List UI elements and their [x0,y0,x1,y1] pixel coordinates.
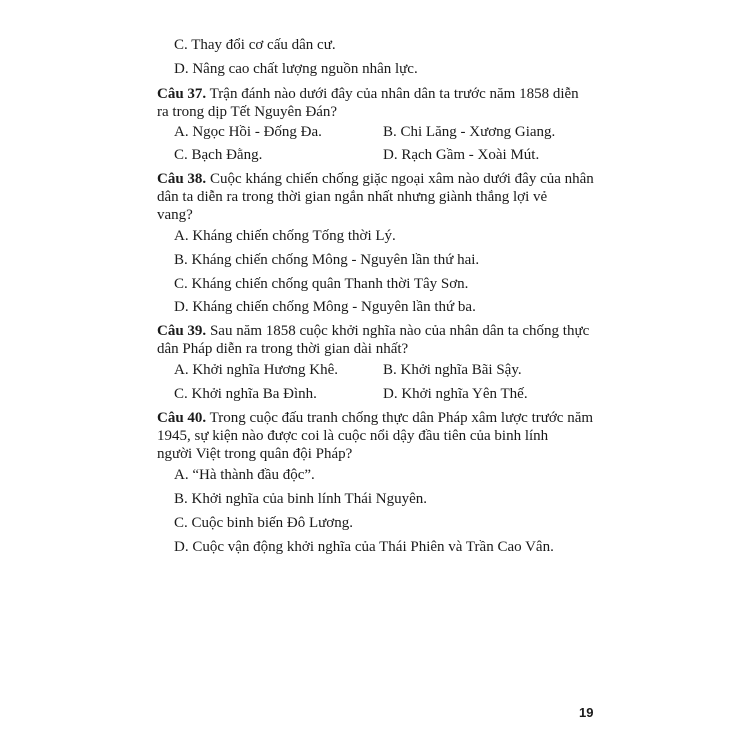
question-38-text-3: vang? [157,207,193,223]
question-38-option-d: D. Kháng chiến chống Mông - Nguyên lần thứ ba. [174,299,476,315]
question-38-text-1: Cuộc kháng chiến chống giặc ngoại xâm nào dưới đây của nhân [206,171,594,187]
question-38-text-2: dân ta diễn ra trong thời gian ngắn nhất nhưng giành thắng lợi vẻ [157,189,548,205]
question-40-option-b: B. Khởi nghĩa của binh lính Thái Nguyên. [174,491,428,507]
question-37-option-a: A. Ngọc Hồi - Đống Đa. [174,124,322,140]
question-40-number: Câu 40. [157,410,207,426]
question-37-line-1 [157,85,579,103]
question-37-option-b: B. Chi Lăng - Xương Giang. [383,124,556,140]
prev-option-c: C. Thay đổi cơ cấu dân cư. [174,37,336,53]
question-39-option-b: B. Khởi nghĩa Bãi Sậy. [383,362,522,378]
question-39-option-d: D. Khởi nghĩa Yên Thế. [383,386,528,402]
question-37-text-1: Trận đánh nào dưới đây của nhân dân ta trước năm 1858 diễn [206,86,579,102]
question-37-text-2: ra trong dịp Tết Nguyên Đán? [157,104,338,120]
question-38-line-1 [157,170,594,188]
question-38-option-a: A. Kháng chiến chống Tống thời Lý. [174,228,396,244]
page-number: 19 [579,705,594,720]
question-40-option-d: D. Cuộc vận động khởi nghĩa của Thái Phiên và Trần Cao Vân. [174,539,554,555]
question-40-text-2: 1945, sự kiện nào được coi là cuộc nổi dậy đầu tiên của binh lính [157,428,549,444]
question-38-number: Câu 38. [157,171,207,187]
question-40-line-1 [157,409,593,427]
question-39-option-a: A. Khởi nghĩa Hương Khê. [174,362,338,378]
question-39-text-1: Sau năm 1858 cuộc khởi nghĩa nào của nhân dân ta chống thực [206,323,590,339]
question-40-option-c: C. Cuộc binh biến Đô Lương. [174,515,353,531]
question-37-number: Câu 37. [157,86,207,102]
question-40-text-3: người Việt trong quân đội Pháp? [157,446,353,462]
question-38-option-b: B. Kháng chiến chống Mông - Nguyên lần thứ hai. [174,252,480,268]
question-40-option-a: A. “Hà thành đầu độc”. [174,467,315,483]
prev-option-d: D. Nâng cao chất lượng nguồn nhân lực. [174,61,418,77]
question-40-text-1: Trong cuộc đấu tranh chống thực dân Pháp xâm lược trước năm [206,410,594,426]
question-39-line-1 [157,322,589,340]
question-37-option-c: C. Bạch Đằng. [174,147,263,163]
question-39-text-2: dân Pháp diễn ra trong thời gian dài nhất? [157,341,409,357]
question-37-option-d: D. Rạch Gầm - Xoài Mút. [383,147,540,163]
question-39-number: Câu 39. [157,323,207,339]
question-39-option-c: C. Khởi nghĩa Ba Đình. [174,386,317,402]
question-38-option-c: C. Kháng chiến chống quân Thanh thời Tây Sơn. [174,276,469,292]
